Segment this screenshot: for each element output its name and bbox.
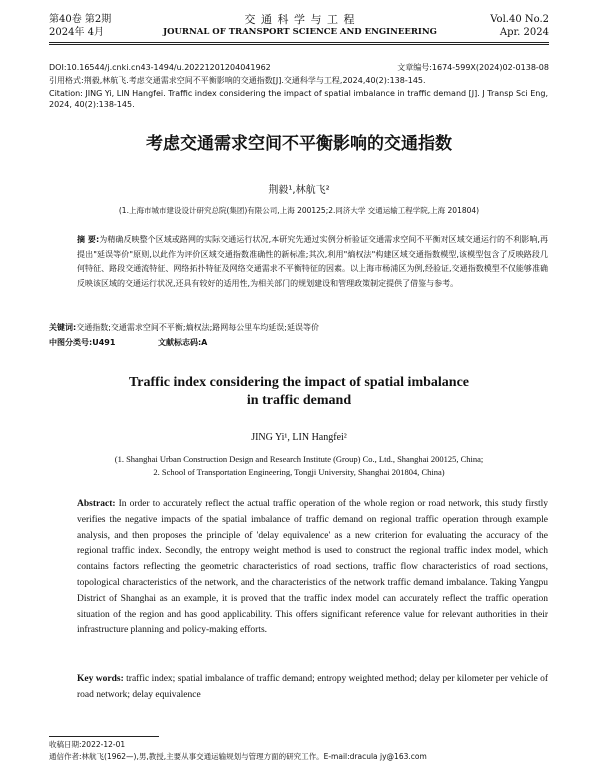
volume-issue: 第40卷 第2期 — [49, 14, 112, 25]
affiliation-zh: (1.上海市城市建设设计研究总院(集团)有限公司,上海 200125;2.同济大学 交通运输工程学院,上海 201804) — [118, 206, 480, 215]
affiliation-en-line1: (1. Shanghai Urban Construction Design and Research Institute (Group) Co., Ltd., Shanghai 200125, China; — [114, 454, 484, 464]
volume-info-en — [490, 13, 549, 39]
title-zh: 考虑交通需求空间不平衡影响的交通指数 — [146, 134, 452, 154]
authors-en: JING Yi¹, LIN Hangfei² — [251, 432, 347, 443]
meta-block — [49, 62, 549, 110]
keywords-zh-text: 交通指数;交通需求空间不平衡;熵权法;路网每公里车均延误;延误等价 — [76, 323, 319, 332]
title-en-line2: in traffic demand — [246, 393, 352, 408]
keywords-zh — [49, 321, 549, 335]
title-en — [49, 374, 549, 410]
article-number: 文章编号:1674-599X(2024)02-0138-08 — [397, 63, 549, 72]
keywords-en — [77, 672, 548, 704]
citation-zh: 引用格式:荆毅,林航飞.考虑交通需求空间不平衡影响的交通指数[J].交通科学与工程,2024,40(2):138-145. — [49, 76, 426, 85]
abstract-zh-label: 摘 要: — [77, 235, 100, 244]
journal-name-zh: 交 通 科 学 与 工 程 — [244, 13, 356, 26]
doi-row — [49, 62, 549, 73]
footnote — [49, 739, 559, 763]
doi: DOI:10.16544/j.cnki.cn43-1494/u.20221201204041962 — [49, 63, 271, 72]
footnote-rule — [49, 736, 159, 737]
abstract-en-label: Abstract: — [77, 499, 116, 509]
document-code: 文献标志码:A — [157, 338, 208, 347]
affiliation-en-line2: 2. School of Transportation Engineering, Tongji University, Shanghai 201804, China) — [153, 467, 445, 477]
classification-row — [49, 336, 549, 350]
corresponding-author: 通信作者:林航飞(1962—),男,教授,主要从事交通运输规划与管理方面的研究工作。E-mail:dracula jy@163.com — [49, 752, 427, 761]
class-number: 中图分类号:U491 — [49, 338, 116, 347]
month-year-en: Apr. 2024 — [499, 27, 549, 38]
issue-info — [49, 13, 111, 39]
keywords-zh-label: 关键词: — [49, 323, 77, 332]
volume-issue-en: Vol.40 No.2 — [490, 14, 549, 25]
abstract-zh — [77, 233, 548, 291]
journal-name-en: JOURNAL OF TRANSPORT SCIENCE AND ENGINEERING — [163, 27, 437, 37]
abstract-zh-text: 为精确反映整个区域或路网的实际交通运行状况,本研究先通过实例分析验证交通需求空间不平衡对区域交通运行的不利影响,再提出"延误等价"原则,以此作为评价区域交通指数准确性的新标准;其次,利用"熵权法"构建区域交通指数模型,该模型包含了反映路段几何特征、路段交通流特征、网络拓扑特征及网络交通需求不平衡特征的因素。以上海市杨浦区为例,经验证,交通指数模型不仅能够准确反映该区域的交通运行状况,还具有较好的适用性,为相关部门的规划建设和管理政策制定提供了借鉴与参考。 — [77, 235, 548, 288]
abstract-en-text: In order to accurately reflect the actual traffic operation of the whole region or road network, this study firstly verifies the negative impacts of the spatial imbalance of traffic demand on regional traffic operation through example analysis, and then proposes the principle of 'delay equivalence' as a new criterion for evaluating the accuracy of the regional traffic index. Secondly, the entropy weight method is used to construct the regional traffic index model, which contains factors reflecting the geometric characteristics of road sections, traffic flow characteristics of road sections, topological characteristics of the network, and the characteristics of the network traffic demand imbalance. Taking Yangpu District of Shanghai as an example, it is proved that the traffic index model can accurately reflect the traffic operation situation of the region and has good applicability. This offers significant reference value for relevant authorities in their infrastructure planning and policy-making efforts. — [77, 499, 548, 636]
affiliation-en — [49, 453, 549, 479]
header-rule-thin — [49, 44, 549, 45]
authors-zh: 荆毅¹,林航飞² — [268, 185, 330, 196]
year-month: 2024年 4月 — [49, 27, 104, 38]
abstract-en — [77, 497, 548, 639]
journal-name — [150, 13, 450, 39]
keywords-en-label: Key words: — [77, 674, 124, 684]
keywords-en-text: traffic index; spatial imbalance of traffic demand; entropy weighted method; delay per kilometer per vehicle of road network; delay equivalence — [77, 674, 549, 700]
received-date: 收稿日期:2022-12-01 — [49, 740, 126, 749]
header-rule — [49, 42, 549, 43]
citation-en: Citation: JING Yi, LIN Hangfei. Traffic index considering the impact of spatial imbalance in traffic demand [J]. J Transp Sci Eng, 2024, 40(2):138-145. — [49, 89, 548, 109]
title-en-line1: Traffic index considering the impact of spatial imbalance — [129, 375, 469, 390]
